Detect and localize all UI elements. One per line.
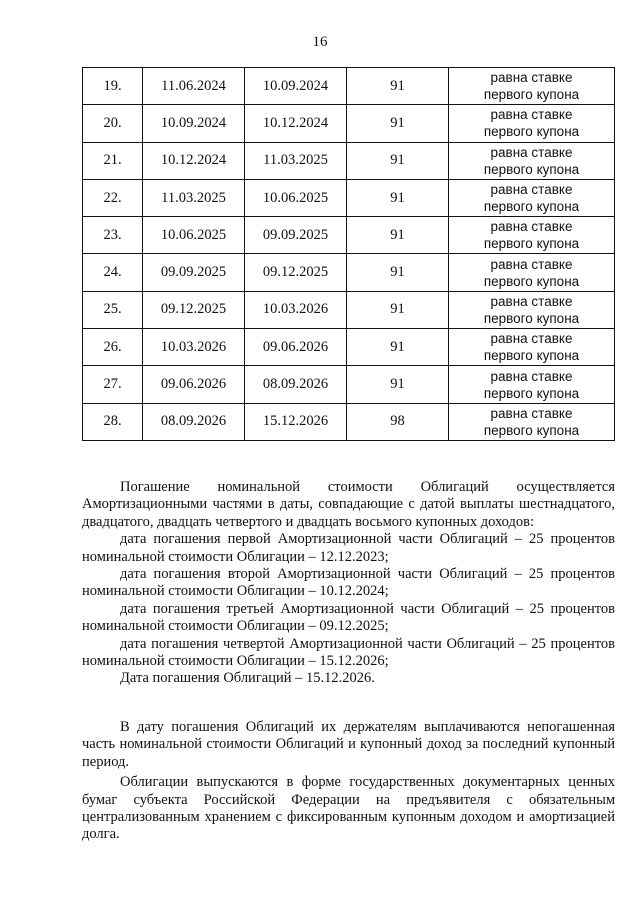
row-number-cell: 27.: [83, 366, 143, 403]
closing-text-block: [82, 719, 615, 844]
coupon-rate-cell: [449, 366, 615, 403]
period-start-cell: 10.12.2024: [143, 142, 245, 179]
coupon-rate-line: первого купона: [483, 161, 580, 177]
period-days-cell: 91: [347, 217, 449, 254]
coupon-rate-line: первого купона: [483, 236, 580, 252]
period-days-cell: 91: [347, 179, 449, 216]
coupon-rate-cell: [449, 291, 615, 328]
coupon-rate-line: равна ставке: [490, 144, 573, 160]
amortization-item-1: дата погашения первой Амортизационной части Облигаций – 25 процентов номинальной стоимости Облигации – 12.12.2023;: [82, 531, 615, 565]
coupon-rate-line: равна ставке: [490, 368, 573, 384]
body-text-block: [82, 479, 615, 688]
amortization-item-4: дата погашения четвертой Амортизационной части Облигаций – 25 процентов номинальной стоимости Облигации – 15.12.2026;: [82, 635, 615, 670]
table-row: [83, 217, 615, 254]
period-end-cell: 10.12.2024: [245, 105, 347, 142]
period-start-cell: 10.06.2025: [143, 217, 245, 254]
coupon-rate-cell: [449, 68, 615, 105]
coupon-rate-line: равна ставке: [490, 405, 573, 421]
row-number-cell: 19.: [83, 68, 143, 105]
period-start-cell: 10.09.2024: [143, 105, 245, 142]
redemption-intro-paragraph: Погашение номинальной стоимости Облигаций осуществляется Амортизационными частями в даты, совпадающие с датой выплаты шестнадцатого, двадцатого, двадцать четвертого и двадцать восьмого купонных доходов:: [82, 479, 615, 530]
coupon-rate-line: равна ставке: [490, 107, 573, 123]
table-row: [83, 142, 615, 179]
table-row: [83, 329, 615, 366]
period-end-cell: 10.06.2025: [245, 179, 347, 216]
coupon-rate-line: равна ставке: [490, 182, 573, 198]
amortization-item-2: дата погашения второй Амортизационной части Облигаций – 25 процентов номинальной стоимости Облигации – 10.12.2024;: [82, 566, 615, 600]
table-row: [83, 68, 615, 105]
coupon-table-body: [83, 68, 615, 441]
table-row: [83, 105, 615, 142]
row-number-cell: 24.: [83, 254, 143, 291]
payout-paragraph: В дату погашения Облигаций их держателям выплачиваются непогашенная часть номинальной стоимости Облигаций и купонный доход за последний купонный период.: [82, 719, 615, 770]
coupon-rate-line: первого купона: [483, 385, 580, 401]
coupon-rate-cell: [449, 329, 615, 366]
period-days-cell: 91: [347, 254, 449, 291]
coupon-rate-line: первого купона: [483, 348, 580, 364]
period-end-cell: 09.09.2025: [245, 217, 347, 254]
row-number-cell: 28.: [83, 403, 143, 440]
period-end-cell: 09.06.2026: [245, 329, 347, 366]
coupon-rate-line: равна ставке: [490, 219, 573, 235]
coupon-rate-cell: [449, 217, 615, 254]
table-row: [83, 291, 615, 328]
coupon-rate-cell: [449, 105, 615, 142]
coupon-rate-cell: [449, 142, 615, 179]
coupon-schedule-table: [82, 67, 615, 441]
coupon-rate-line: первого купона: [483, 87, 580, 103]
coupon-rate-cell: [449, 179, 615, 216]
period-end-cell: 15.12.2026: [245, 403, 347, 440]
amortization-item-3: дата погашения третьей Амортизационной части Облигаций – 25 процентов номинальной стоимости Облигации – 09.12.2025;: [82, 600, 615, 635]
row-number-cell: 20.: [83, 105, 143, 142]
bond-form-paragraph: Облигации выпускаются в форме государственных документарных ценных бумаг субъекта Российской Федерации на предъявителя с обязательным централизованным хранением с фиксированным купонным доходом и амортизацией долга.: [82, 774, 615, 843]
period-start-cell: 08.09.2026: [143, 403, 245, 440]
row-number-cell: 22.: [83, 179, 143, 216]
period-days-cell: 91: [347, 366, 449, 403]
coupon-rate-line: первого купона: [483, 422, 580, 438]
period-end-cell: 10.09.2024: [245, 68, 347, 105]
table-row: [83, 403, 615, 440]
period-days-cell: 91: [347, 142, 449, 179]
maturity-date-line: Дата погашения Облигаций – 15.12.2026.: [120, 670, 375, 687]
coupon-rate-cell: [449, 254, 615, 291]
coupon-rate-line: равна ставке: [490, 331, 573, 347]
period-days-cell: 91: [347, 105, 449, 142]
period-days-cell: 91: [347, 329, 449, 366]
coupon-rate-cell: [449, 403, 615, 440]
period-start-cell: 11.06.2024: [143, 68, 245, 105]
page-number: 16: [312, 34, 328, 50]
period-end-cell: 09.12.2025: [245, 254, 347, 291]
period-start-cell: 09.12.2025: [143, 291, 245, 328]
period-start-cell: 10.03.2026: [143, 329, 245, 366]
coupon-rate-line: равна ставке: [490, 256, 573, 272]
row-number-cell: 23.: [83, 217, 143, 254]
coupon-rate-line: первого купона: [483, 124, 580, 140]
period-start-cell: 09.06.2026: [143, 366, 245, 403]
table-row: [83, 254, 615, 291]
table-row: [83, 366, 615, 403]
period-end-cell: 11.03.2025: [245, 142, 347, 179]
table-row: [83, 179, 615, 216]
period-end-cell: 10.03.2026: [245, 291, 347, 328]
period-end-cell: 08.09.2026: [245, 366, 347, 403]
coupon-rate-line: первого купона: [483, 310, 580, 326]
period-days-cell: 98: [347, 403, 449, 440]
row-number-cell: 26.: [83, 329, 143, 366]
period-days-cell: 91: [347, 68, 449, 105]
row-number-cell: 25.: [83, 291, 143, 328]
coupon-rate-line: равна ставке: [490, 70, 573, 86]
period-start-cell: 09.09.2025: [143, 254, 245, 291]
period-start-cell: 11.03.2025: [143, 179, 245, 216]
coupon-rate-line: первого купона: [483, 273, 580, 289]
coupon-rate-line: первого купона: [483, 199, 580, 215]
row-number-cell: 21.: [83, 142, 143, 179]
period-days-cell: 91: [347, 291, 449, 328]
coupon-rate-line: равна ставке: [490, 293, 573, 309]
